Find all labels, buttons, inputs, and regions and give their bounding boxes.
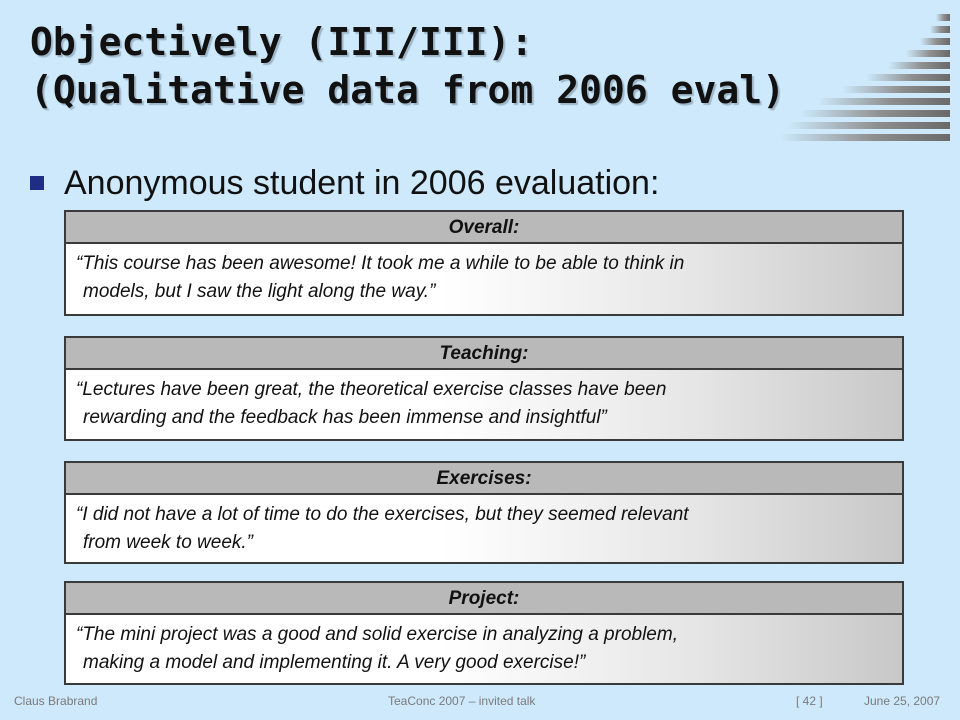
quote-box-body	[66, 244, 902, 306]
quote-line: models, but I saw the light along the way.”	[83, 281, 436, 302]
footer-page-number: [ 42 ]	[796, 694, 823, 708]
quote-box-overall	[64, 210, 904, 316]
footer-event: TeaConc 2007 – invited talk	[388, 694, 536, 708]
square-bullet-icon	[30, 176, 44, 190]
quote-line: from week to week.”	[83, 532, 253, 553]
quote-box-header: Exercises:	[66, 463, 902, 495]
quote-line: “Lectures have been great, the theoretical exercise classes have been	[76, 379, 667, 400]
title-line-2: (Qualitative data from 2006 eval)	[30, 68, 785, 112]
quote-line: making a model and implementing it. A very good exercise!”	[83, 652, 586, 673]
quote-line: “The mini project was a good and solid exercise in analyzing a problem,	[76, 624, 678, 645]
bullet-text: Anonymous student in 2006 evaluation:	[64, 164, 660, 202]
quote-box-header: Project:	[66, 583, 902, 615]
quote-line: rewarding and the feedback has been immense and insightful”	[83, 407, 607, 428]
footer-author: Claus Brabrand	[14, 694, 98, 708]
quote-box-project	[64, 581, 904, 685]
quote-line: “This course has been awesome! It took me a while to be able to think in	[76, 253, 685, 274]
quote-box-exercises	[64, 461, 904, 564]
quote-box-body	[66, 370, 902, 432]
title-line-1: Objectively (III/III):	[30, 20, 534, 64]
quote-box-header: Overall:	[66, 212, 902, 244]
quote-line: “I did not have a lot of time to do the exercises, but they seemed relevant	[76, 504, 689, 525]
quote-box-teaching	[64, 336, 904, 441]
quote-box-body	[66, 495, 902, 557]
quote-box-header: Teaching:	[66, 338, 902, 370]
slide-title	[30, 18, 930, 114]
footer-date: June 25, 2007	[864, 694, 941, 708]
quote-box-body	[66, 615, 902, 677]
